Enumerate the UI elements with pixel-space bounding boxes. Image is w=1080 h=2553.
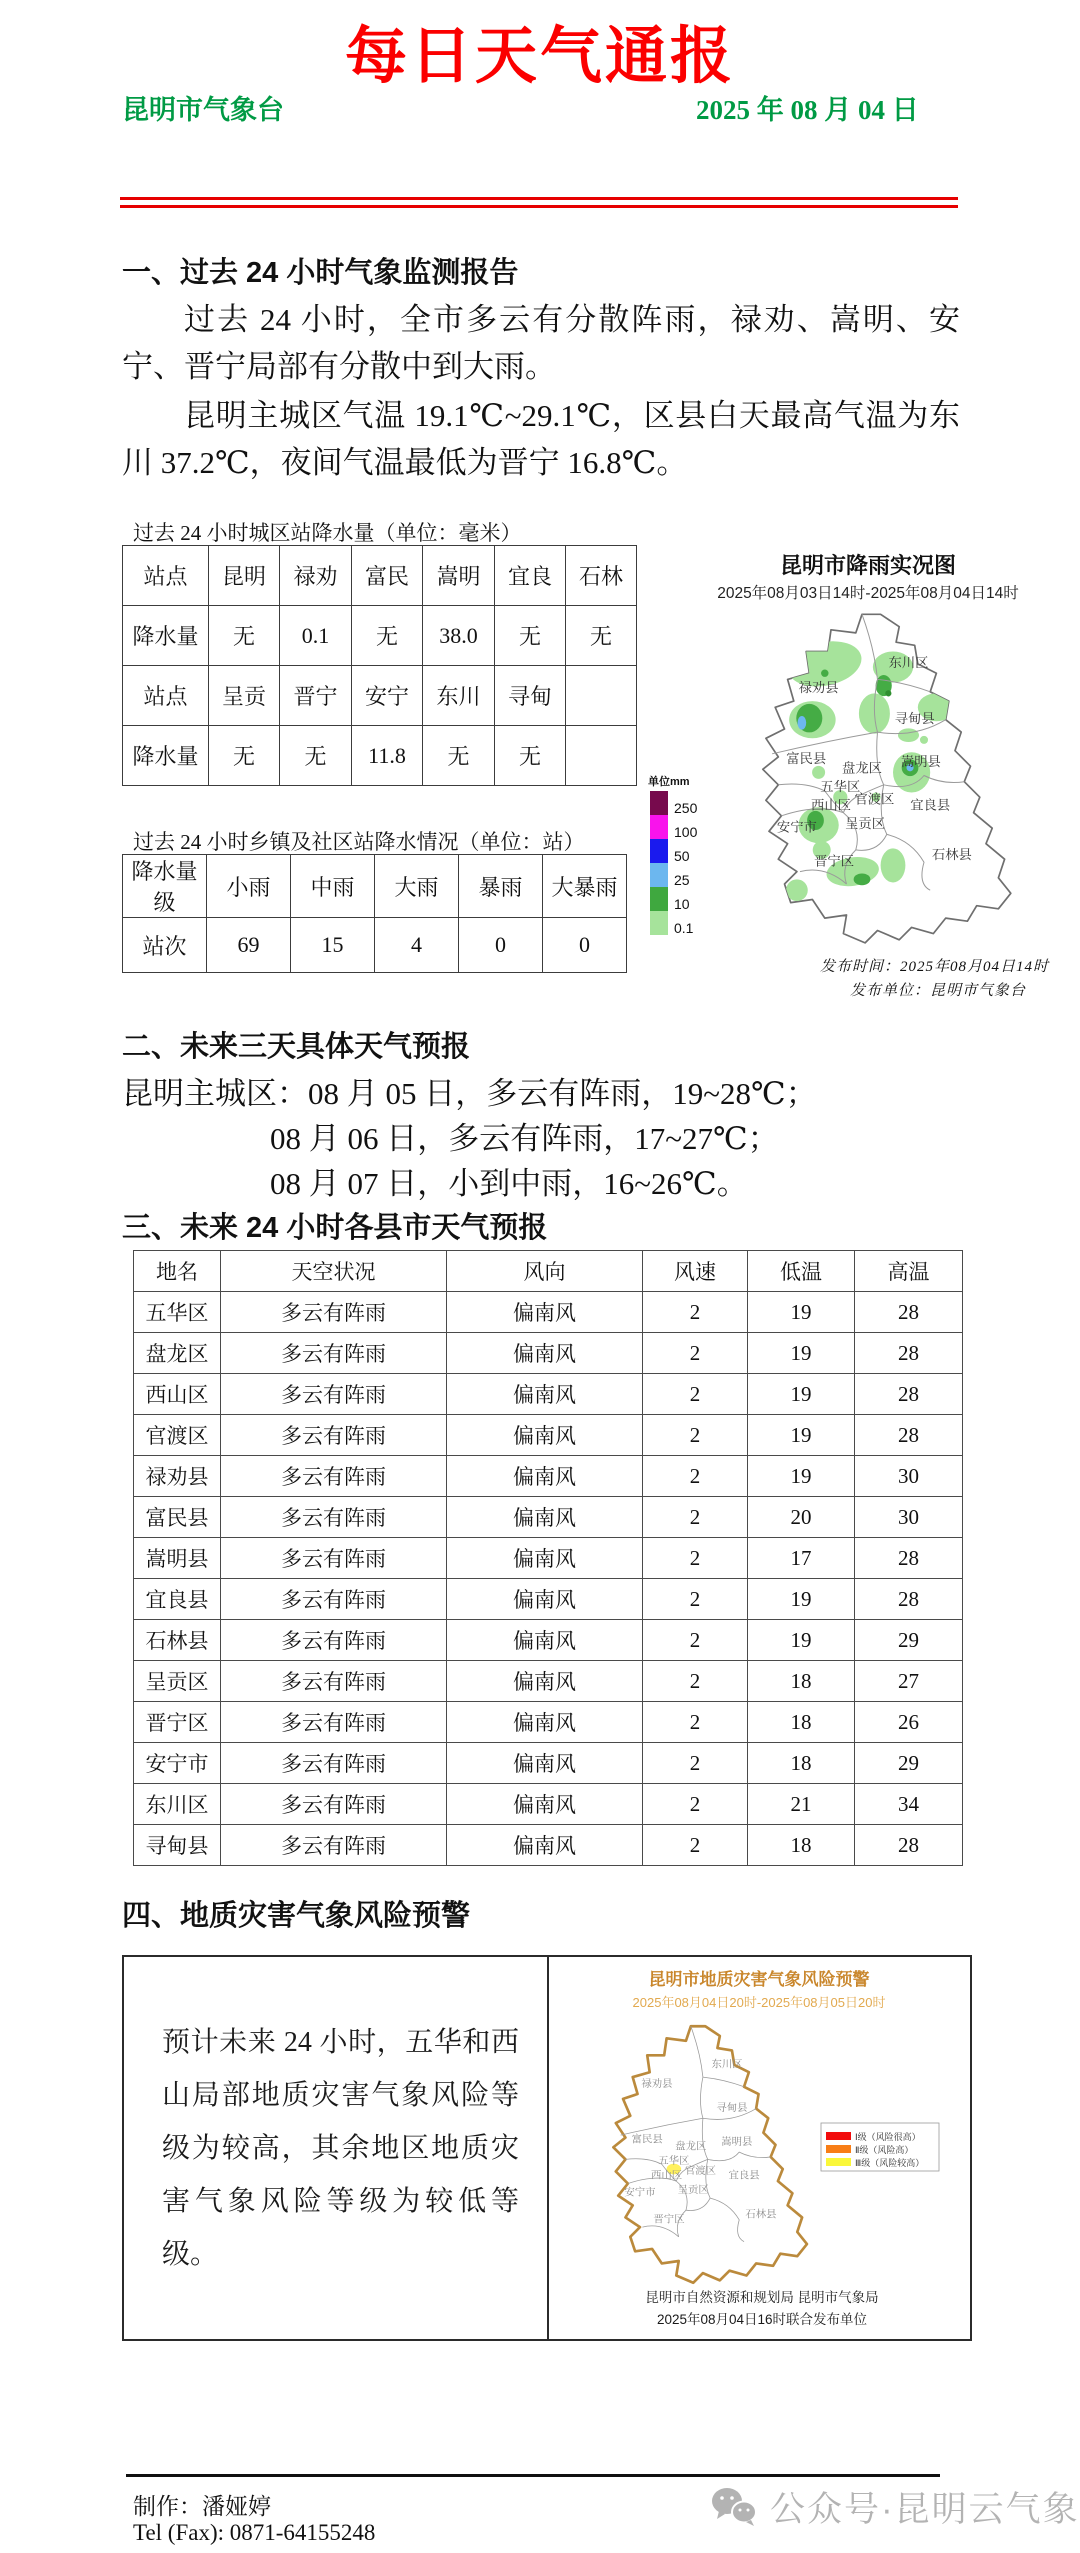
table-row — [134, 1620, 963, 1661]
table-cell: 29 — [855, 1743, 963, 1784]
rain-legend-title: 单位mm — [648, 776, 690, 788]
table-cell: 呈贡 — [209, 666, 280, 726]
table-cell: 无 — [280, 726, 352, 786]
table-cell: 18 — [748, 1702, 855, 1743]
risk-map-legend — [821, 2123, 939, 2171]
table-cell: 28 — [855, 1825, 963, 1866]
table-cell: 站次 — [123, 918, 207, 973]
map-district-label: 东川区 — [888, 655, 929, 670]
map-district-label: 富民县 — [631, 2134, 663, 2146]
township-precip-table-title: 过去 24 小时乡镇及社区站降水情况（单位：站） — [133, 830, 585, 854]
table-cell: 多云有阵雨 — [221, 1825, 447, 1866]
table-cell: 18 — [748, 1743, 855, 1784]
table-row — [134, 1415, 963, 1456]
table-cell: 晋宁区 — [134, 1702, 221, 1743]
table-cell: 偏南风 — [447, 1579, 643, 1620]
table-cell — [566, 726, 637, 786]
table-cell: 2 — [643, 1620, 748, 1661]
map-district-label: 呈贡区 — [677, 2185, 709, 2197]
map-district-label: 东川区 — [711, 2059, 743, 2071]
table-cell: 0 — [543, 918, 627, 973]
section-1-heading: 一、过去 24 小时气象监测报告 — [122, 257, 519, 289]
legend-label: 100 — [674, 824, 698, 840]
table-cell: 18 — [748, 1825, 855, 1866]
risk-map-issuers: 昆明市自然资源和规划局 昆明市气象局 — [645, 2290, 879, 2305]
legend-swatch — [826, 2145, 851, 2153]
table-cell: 禄劝 — [280, 546, 352, 606]
table-cell: 19 — [748, 1333, 855, 1374]
contact-tel: Tel (Fax): 0871-64155248 — [133, 2520, 376, 2545]
risk-map-body — [613, 2026, 807, 2283]
table-cell: 2 — [643, 1784, 748, 1825]
legend-swatch — [650, 791, 668, 815]
table-cell: 东川区 — [134, 1784, 221, 1825]
table-header-cell: 低温 — [748, 1251, 855, 1292]
table-header-cell: 天空状况 — [221, 1251, 447, 1292]
legend-swatch — [650, 911, 668, 935]
table-cell: 偏南风 — [447, 1415, 643, 1456]
table-cell: 多云有阵雨 — [221, 1579, 447, 1620]
table-cell: 30 — [855, 1497, 963, 1538]
section-1-paragraph-1: 过去 24 小时，全市多云有分散阵雨，禄劝、嵩明、安宁、晋宁局部有分散中到大雨。 — [122, 302, 960, 384]
map-district-label: 嵩明县 — [721, 2136, 753, 2148]
wechat-icon — [710, 2486, 760, 2528]
table-cell: 降水量 — [123, 726, 209, 786]
table-row — [134, 1292, 963, 1333]
table-cell: 宜良 — [495, 546, 566, 606]
legend-label: Ⅲ级（风险较高） — [855, 2158, 925, 2168]
table-cell: 2 — [643, 1538, 748, 1579]
table-row — [134, 1456, 963, 1497]
map-district-label: 宜良县 — [728, 2170, 760, 2182]
table-cell: 28 — [855, 1333, 963, 1374]
table-cell: 2 — [643, 1579, 748, 1620]
table-row — [134, 1333, 963, 1374]
legend-label: 250 — [674, 800, 698, 816]
table-cell: 无 — [495, 606, 566, 666]
table-cell: 无 — [352, 606, 423, 666]
map-district-label: 宜良县 — [910, 797, 951, 813]
table-cell: 多云有阵雨 — [221, 1374, 447, 1415]
legend-swatch — [650, 815, 668, 839]
table-row — [134, 1497, 963, 1538]
table-cell: 偏南风 — [447, 1620, 643, 1661]
table-cell: 30 — [855, 1456, 963, 1497]
table-cell: 站点 — [123, 546, 209, 606]
rain-map-title: 昆明市降雨实况图 — [779, 553, 957, 578]
legend-label: 0.1 — [674, 920, 694, 936]
table-cell: 多云有阵雨 — [221, 1538, 447, 1579]
map-district-label: 禄劝县 — [641, 2078, 673, 2090]
table-header-cell: 风向 — [447, 1251, 643, 1292]
rain-map-issue-time: 发布时间：2025年08月04日14时 — [820, 959, 1050, 975]
geohazard-risk-map — [549, 1957, 964, 2335]
table-cell: 无 — [566, 606, 637, 666]
table-cell: 无 — [209, 726, 280, 786]
forecast-line-day3: 08 月 07 日，小到中雨，16~26℃。 — [270, 1166, 748, 1201]
forecast-line-day1: 昆明主城区：08 月 05 日，多云有阵雨，19~28℃； — [122, 1076, 817, 1111]
table-cell: 多云有阵雨 — [221, 1661, 447, 1702]
table-cell: 28 — [855, 1374, 963, 1415]
table-cell: 2 — [643, 1661, 748, 1702]
table-cell: 2 — [643, 1825, 748, 1866]
map-district-label: 西山区 — [811, 797, 851, 813]
table-row — [134, 1579, 963, 1620]
section-2-heading: 二、未来三天具体天气预报 — [122, 1031, 471, 1063]
urban-precip-table — [122, 545, 637, 786]
legend-label: 10 — [674, 896, 690, 912]
table-row — [123, 606, 637, 666]
map-district-label: 晋宁区 — [814, 853, 855, 869]
agency-name: 昆明市气象台 — [122, 95, 284, 125]
table-cell: 19 — [748, 1374, 855, 1415]
table-header-cell: 风速 — [643, 1251, 748, 1292]
table-cell: 石林县 — [134, 1620, 221, 1661]
map-district-label: 安宁市 — [776, 819, 817, 835]
table-cell: 29 — [855, 1620, 963, 1661]
table-cell: 19 — [748, 1579, 855, 1620]
table-cell: 偏南风 — [447, 1497, 643, 1538]
table-cell: 偏南风 — [447, 1538, 643, 1579]
table-cell: 19 — [748, 1456, 855, 1497]
table-cell: 34 — [855, 1784, 963, 1825]
table-cell: 多云有阵雨 — [221, 1292, 447, 1333]
table-cell: 11.8 — [352, 726, 423, 786]
wechat-account-badge — [710, 2482, 1080, 2532]
footer-divider — [126, 2474, 940, 2477]
table-row — [123, 546, 637, 606]
table-cell: 官渡区 — [134, 1415, 221, 1456]
map-district-label: 寻甸县 — [894, 710, 935, 726]
table-cell: 28 — [855, 1292, 963, 1333]
table-cell: 2 — [643, 1497, 748, 1538]
table-row — [134, 1374, 963, 1415]
table-row — [123, 855, 627, 918]
rain-map-body — [763, 614, 1011, 943]
table-row — [134, 1538, 963, 1579]
table-header-cell: 地名 — [134, 1251, 221, 1292]
table-cell: 0.1 — [280, 606, 352, 666]
county-forecast-table — [133, 1250, 963, 1866]
map-district-label: 官渡区 — [684, 2165, 717, 2177]
table-cell: 嵩明 — [423, 546, 495, 606]
table-cell: 安宁市 — [134, 1743, 221, 1784]
table-cell: 中雨 — [291, 855, 375, 918]
table-cell: 晋宁 — [280, 666, 352, 726]
table-cell: 多云有阵雨 — [221, 1784, 447, 1825]
map-district-label: 富民县 — [786, 751, 827, 767]
table-cell: 多云有阵雨 — [221, 1620, 447, 1661]
table-cell: 呈贡区 — [134, 1661, 221, 1702]
risk-map-issue-time: 2025年08月04日16时联合发布单位 — [656, 2312, 868, 2327]
table-cell: 2 — [643, 1456, 748, 1497]
table-cell: 2 — [643, 1333, 748, 1374]
geohazard-warning-box — [122, 1955, 972, 2341]
table-row — [134, 1661, 963, 1702]
table-cell: 偏南风 — [447, 1292, 643, 1333]
table-row — [123, 666, 637, 726]
producer-credit: 制作：潘娅婷 — [133, 2494, 271, 2519]
legend-label: 50 — [674, 848, 690, 864]
table-cell: 降水量 — [123, 606, 209, 666]
table-cell: 无 — [495, 726, 566, 786]
table-cell: 2 — [643, 1415, 748, 1456]
map-district-label: 五华区 — [658, 2156, 690, 2168]
table-cell: 偏南风 — [447, 1743, 643, 1784]
table-cell: 21 — [748, 1784, 855, 1825]
table-cell: 东川 — [423, 666, 495, 726]
map-district-label: 呈贡区 — [845, 816, 886, 832]
table-cell: 昆明 — [209, 546, 280, 606]
table-cell: 4 — [375, 918, 459, 973]
table-cell: 盘龙区 — [134, 1333, 221, 1374]
map-district-label: 寻甸县 — [716, 2102, 748, 2114]
table-cell: 2 — [643, 1702, 748, 1743]
table-cell: 多云有阵雨 — [221, 1743, 447, 1784]
map-district-label: 嵩明县 — [900, 754, 941, 770]
legend-swatch — [650, 839, 668, 863]
table-cell: 2 — [643, 1374, 748, 1415]
table-cell: 28 — [855, 1538, 963, 1579]
legend-swatch — [650, 863, 668, 887]
section-1-paragraph-2: 昆明主城区气温 19.1℃~29.1℃，区县白天最高气温为东川 37.2℃，夜间气温最低为晋宁 16.8℃。 — [122, 398, 960, 480]
table-cell: 0 — [459, 918, 543, 973]
wechat-account-label: 公众号·昆明云气象 — [770, 2490, 1080, 2529]
map-district-label: 晋宁区 — [653, 2214, 685, 2226]
page-title: 每日天气通报 — [344, 23, 735, 91]
map-district-label: 安宁市 — [624, 2187, 656, 2199]
table-cell: 偏南风 — [447, 1374, 643, 1415]
table-cell: 富民县 — [134, 1497, 221, 1538]
table-row — [123, 726, 637, 786]
map-district-label: 盘龙区 — [675, 2141, 707, 2153]
table-cell: 19 — [748, 1292, 855, 1333]
map-district-label: 石林县 — [745, 2209, 777, 2221]
table-row — [134, 1251, 963, 1292]
table-cell: 15 — [291, 918, 375, 973]
table-cell: 宜良县 — [134, 1579, 221, 1620]
table-cell: 2 — [643, 1292, 748, 1333]
table-cell: 偏南风 — [447, 1702, 643, 1743]
table-cell: 降水量级 — [123, 855, 207, 918]
table-row — [134, 1743, 963, 1784]
table-cell: 寻甸县 — [134, 1825, 221, 1866]
table-row — [134, 1825, 963, 1866]
table-cell: 无 — [209, 606, 280, 666]
table-cell: 嵩明县 — [134, 1538, 221, 1579]
table-cell: 禄劝县 — [134, 1456, 221, 1497]
table-cell: 偏南风 — [447, 1784, 643, 1825]
urban-precip-table-title: 过去 24 小时城区站降水量（单位：毫米） — [133, 521, 522, 545]
rain-map-legend — [648, 774, 698, 936]
table-cell: 富民 — [352, 546, 423, 606]
map-district-label: 五华区 — [820, 779, 861, 794]
table-cell: 26 — [855, 1702, 963, 1743]
table-cell: 石林 — [566, 546, 637, 606]
table-cell: 27 — [855, 1661, 963, 1702]
table-cell: 站点 — [123, 666, 209, 726]
map-district-label: 禄劝县 — [798, 679, 839, 695]
table-cell: 偏南风 — [447, 1456, 643, 1497]
geohazard-map-cell — [549, 1957, 970, 2339]
header-divider — [120, 197, 958, 208]
legend-label: 25 — [674, 872, 690, 888]
table-header-cell: 高温 — [855, 1251, 963, 1292]
table-cell: 28 — [855, 1415, 963, 1456]
map-district-label: 盘龙区 — [842, 760, 882, 776]
table-cell: 多云有阵雨 — [221, 1702, 447, 1743]
risk-map-subtitle: 2025年08月04日20时-2025年08月05日20时 — [632, 1995, 886, 2010]
table-cell: 小雨 — [207, 855, 291, 918]
legend-label: Ⅱ级（风险高） — [855, 2145, 914, 2155]
township-precip-table — [122, 854, 627, 973]
map-district-label: 官渡区 — [854, 791, 895, 807]
table-cell: 38.0 — [423, 606, 495, 666]
table-cell: 安宁 — [352, 666, 423, 726]
table-cell: 多云有阵雨 — [221, 1415, 447, 1456]
table-cell: 2 — [643, 1743, 748, 1784]
section-3-heading: 三、未来 24 小时各县市天气预报 — [122, 1212, 548, 1244]
table-cell: 西山区 — [134, 1374, 221, 1415]
table-cell: 69 — [207, 918, 291, 973]
geohazard-text-cell — [124, 1957, 549, 2339]
section-4-heading: 四、地质灾害气象风险预警 — [122, 1900, 471, 1932]
table-row — [123, 918, 627, 973]
forecast-line-day2: 08 月 06 日，多云有阵雨，17~27℃； — [270, 1121, 779, 1156]
legend-swatch — [826, 2132, 851, 2140]
table-cell: 偏南风 — [447, 1661, 643, 1702]
map-district-label: 西山区 — [651, 2170, 683, 2182]
table-cell: 28 — [855, 1579, 963, 1620]
legend-swatch — [826, 2158, 851, 2166]
table-cell: 暴雨 — [459, 855, 543, 918]
report-date: 2025 年 08 月 04 日 — [696, 95, 919, 125]
table-cell — [566, 666, 637, 726]
risk-map-title: 昆明市地质灾害气象风险预警 — [648, 1970, 870, 1989]
table-cell: 19 — [748, 1415, 855, 1456]
rain-map-issuer: 发布单位：昆明市气象台 — [850, 983, 1027, 999]
legend-swatch — [650, 887, 668, 911]
table-cell: 18 — [748, 1661, 855, 1702]
table-cell: 大雨 — [375, 855, 459, 918]
table-row — [134, 1784, 963, 1825]
rain-map-subtitle: 2025年08月03日14时-2025年08月04日14时 — [717, 585, 1019, 602]
table-cell: 无 — [423, 726, 495, 786]
map-district-label: 石林县 — [931, 847, 972, 863]
table-cell: 大暴雨 — [543, 855, 627, 918]
table-cell: 五华区 — [134, 1292, 221, 1333]
table-cell: 多云有阵雨 — [221, 1333, 447, 1374]
table-cell: 20 — [748, 1497, 855, 1538]
legend-label: Ⅰ级（风险很高） — [855, 2132, 921, 2142]
table-cell: 多云有阵雨 — [221, 1497, 447, 1538]
geohazard-warning-text: 预计未来 24 小时，五华和西山局部地质灾害气象风险等级为较高，其余地区地质灾害气象风险等级为较低等级。 — [162, 2026, 519, 2270]
table-cell: 19 — [748, 1620, 855, 1661]
table-cell: 偏南风 — [447, 1825, 643, 1866]
rainfall-map — [640, 545, 1080, 1005]
table-cell: 多云有阵雨 — [221, 1456, 447, 1497]
table-row — [134, 1702, 963, 1743]
table-cell: 寻甸 — [495, 666, 566, 726]
table-cell: 偏南风 — [447, 1333, 643, 1374]
table-cell: 17 — [748, 1538, 855, 1579]
